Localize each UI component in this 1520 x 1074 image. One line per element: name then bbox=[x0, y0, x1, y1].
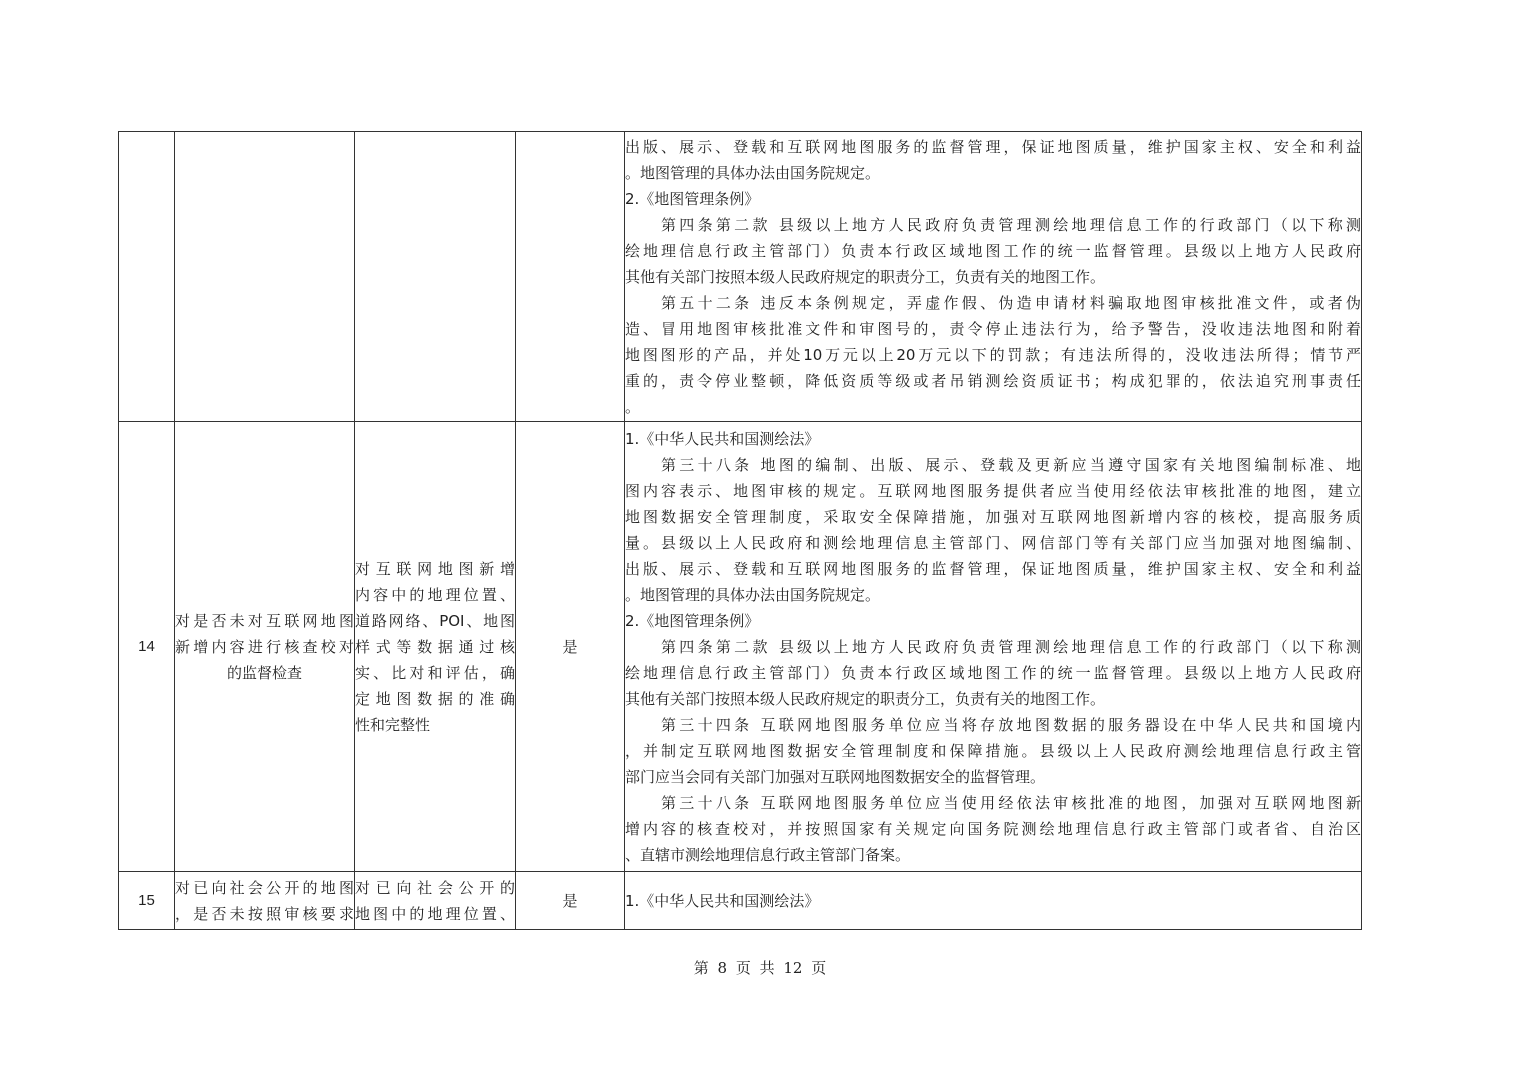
basis-line: 第四条第二款 县级以上地方人民政府负责管理测绘地理信息工作的行政部门（以下称测 bbox=[661, 637, 1361, 656]
basis-line: 出版、展示、登载和互联网地图服务的监督管理，保证地图质量，维护国家主权、安全和利益 bbox=[625, 559, 1361, 578]
legal-basis-cell bbox=[625, 132, 1362, 422]
basis-line: ，并制定互联网地图数据安全管理制度和保障措施。县级以上人民政府测绘地理信息行政主管 bbox=[625, 741, 1361, 760]
basis-line: 部门应当会同有关部门加强对互联网地图数据安全的监督管理。 bbox=[625, 767, 1046, 786]
basis-line: 第三十八条 互联网地图服务单位应当使用经依法审核批准的地图，加强对互联网地图新 bbox=[661, 793, 1361, 812]
row-number-cell: 14 bbox=[119, 422, 175, 872]
basis-line: 地图图形的产品，并处10万元以上20万元以下的罚款；有违法所得的，没收违法所得；情节严 bbox=[625, 345, 1361, 364]
table-row-14 bbox=[119, 422, 1362, 872]
check-content-line: 样式等数据通过核 bbox=[355, 637, 515, 656]
basis-line: 第三十八条 地图的编制、出版、展示、登载及更新应当遵守国家有关地图编制标准、地 bbox=[661, 455, 1361, 474]
basis-law-title: 1.《中华人民共和国测绘法》 bbox=[625, 891, 820, 910]
basis-line: 第五十二条 违反本条例规定，弄虚作假、伪造申请材料骗取地图审核批准文件，或者伪 bbox=[661, 293, 1361, 312]
basis-line: 量。县级以上人民政府和测绘地理信息主管部门、网信部门等有关部门应当加强对地图编制、 bbox=[625, 533, 1361, 552]
check-content-line: 道路网络、POI、地图 bbox=[355, 611, 515, 630]
basis-line: 出版、展示、登载和互联网地图服务的监督管理，保证地图质量，维护国家主权、安全和利益 bbox=[625, 137, 1361, 156]
basis-line: 。 bbox=[625, 397, 641, 416]
check-content-line: 地图中的地理位置、 bbox=[355, 904, 515, 923]
check-content-line: 性和完整性 bbox=[355, 715, 431, 734]
basis-line: 增内容的核查校对，并按照国家有关规定向国务院测绘地理信息行政主管部门或者省、自治区 bbox=[625, 819, 1361, 838]
check-item-line: ，是否未按照审核要求 bbox=[175, 904, 354, 923]
check-item-line: 对已向社会公开的地图 bbox=[175, 878, 354, 897]
basis-line: 第三十四条 互联网地图服务单位应当将存放地图数据的服务器设在中华人民共和国境内 bbox=[661, 715, 1361, 734]
basis-line: 地图数据安全管理制度，采取安全保障措施，加强对互联网地图新增内容的核校，提高服务质 bbox=[625, 507, 1361, 526]
basis-line: 。地图管理的具体办法由国务院规定。 bbox=[625, 163, 881, 182]
check-content-cell bbox=[355, 422, 516, 872]
check-content-line: 实、比对和评估，确 bbox=[355, 663, 515, 682]
basis-line: 重的，责令停业整顿，降低资质等级或者吊销测绘资质证书；构成犯罪的，依法追究刑事责任 bbox=[625, 371, 1361, 390]
basis-line: 。地图管理的具体办法由国务院规定。 bbox=[625, 585, 881, 604]
check-item-cell bbox=[175, 422, 355, 872]
basis-line: 、直辖市测绘地理信息行政主管部门备案。 bbox=[625, 845, 911, 864]
check-item-line: 新增内容进行核查校对 bbox=[175, 637, 354, 656]
table-row-continuation bbox=[119, 132, 1362, 422]
basis-line: 造、冒用地图审核批准文件和审图号的，责令停止违法行为，给予警告，没收违法地图和附着 bbox=[625, 319, 1361, 338]
row-number-cell bbox=[119, 132, 175, 422]
check-content-cell bbox=[355, 872, 516, 930]
flag-cell: 是 bbox=[516, 422, 625, 872]
basis-line: 绘地理信息行政主管部门）负责本行政区域地图工作的统一监督管理。县级以上地方人民政府 bbox=[625, 241, 1361, 260]
check-content-line: 对已向社会公开的 bbox=[355, 878, 515, 897]
check-item-cell bbox=[175, 132, 355, 422]
legal-basis-cell bbox=[625, 422, 1362, 872]
row-number-cell: 15 bbox=[119, 872, 175, 930]
check-content-line: 定地图数据的准确 bbox=[355, 689, 515, 708]
flag-cell bbox=[516, 132, 625, 422]
table-row-15 bbox=[119, 872, 1362, 930]
regulation-table bbox=[118, 131, 1362, 930]
check-content-line: 内容中的地理位置、 bbox=[355, 585, 515, 604]
basis-line: 其他有关部门按照本级人民政府规定的职责分工，负责有关的地图工作。 bbox=[625, 689, 1106, 708]
page-footer: 第 8 页 共 12 页 bbox=[693, 959, 827, 977]
basis-line: 图内容表示、地图审核的规定。互联网地图服务提供者应当使用经依法审核批准的地图，建立 bbox=[625, 481, 1361, 500]
basis-law-title: 1.《中华人民共和国测绘法》 bbox=[625, 429, 820, 448]
basis-law-title: 2.《地图管理条例》 bbox=[625, 611, 760, 630]
basis-line: 绘地理信息行政主管部门）负责本行政区域地图工作的统一监督管理。县级以上地方人民政府 bbox=[625, 663, 1361, 682]
check-content-cell bbox=[355, 132, 516, 422]
check-item-cell bbox=[175, 872, 355, 930]
check-item-line: 的监督检查 bbox=[226, 663, 302, 682]
check-content-line: 对互联网地图新增 bbox=[355, 559, 515, 578]
flag-cell: 是 bbox=[516, 872, 625, 930]
basis-line: 第四条第二款 县级以上地方人民政府负责管理测绘地理信息工作的行政部门（以下称测 bbox=[661, 215, 1361, 234]
check-item-line: 对是否未对互联网地图 bbox=[175, 611, 354, 630]
basis-law-title: 2.《地图管理条例》 bbox=[625, 189, 760, 208]
legal-basis-cell bbox=[625, 872, 1362, 930]
basis-line: 其他有关部门按照本级人民政府规定的职责分工，负责有关的地图工作。 bbox=[625, 267, 1106, 286]
